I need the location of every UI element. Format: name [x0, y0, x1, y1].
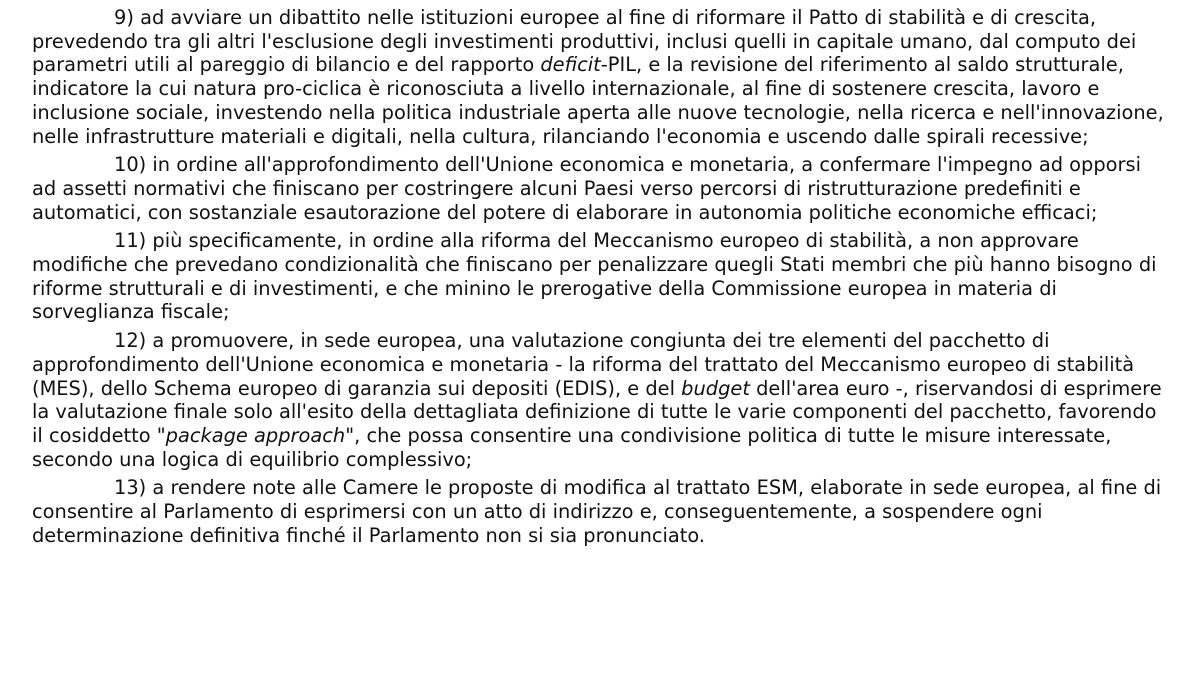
text-segment: 11) più specificamente, in ordine alla riforma del Meccanismo europeo di stabilità, a non approvare modifiche che prevedano condizionalità che finiscano per penalizzare quegli Stati membri che più hanno bisogno di riforme strutturali e di investimenti, e che minino le prerogative della Commissione europea in materia di sorveglianza fiscale;: [32, 229, 1157, 324]
italic-term-budget: budget: [681, 376, 750, 400]
text-segment: 10) in ordine all'approfondimento dell'Unione economica e monetaria, a confermare l'impegno ad opporsi ad assetti normativi che finiscano per costringere alcuni Paesi verso percorsi di ristrutturazione predefiniti e automatici, con sostanziale esautorazione del potere di elaborare in autonomia politiche economiche efficaci;: [32, 153, 1141, 224]
paragraph-10: [32, 153, 1170, 224]
paragraph-12: [32, 329, 1170, 471]
text-segment: 9) ad avviare un dibattito nelle istituzioni europee al fine di riformare il Patto di stabilità e di crescita, prevedendo tra gli altri l'esclusione degli investimenti produttivi, inclusi quelli in capitale umano, dal computo dei parametri utili al pareggio di bilancio e del rapporto: [32, 6, 1137, 77]
paragraph-13: [32, 476, 1170, 547]
text-segment: 12) a promuovere, in sede europea, una valutazione congiunta dei tre elementi del pacchetto di approfondimento dell'Unione economica e monetaria - la riforma del trattato del Meccanismo europeo di stabilità (MES), dello Schema europeo di garanzia sui depositi (EDIS), e del: [32, 329, 1135, 400]
text-segment: dell'area euro -, riservandosi di esprimere la valutazione finale solo all'esito della dettagliata definizione di tutte le varie componenti del pacchetto, favorendo il cosiddetto ": [32, 376, 1162, 447]
text-segment: 13) a rendere note alle Camere le proposte di modifica al trattato ESM, elaborate in sede europea, al fine di consentire al Parlamento di esprimersi con un atto di indirizzo e, conseguentemente, a sospendere ogni determinazione definitiva finché il Parlamento non si sia pronunciato.: [32, 476, 1162, 547]
paragraph-11: [32, 229, 1170, 324]
text-segment: ", che possa consentire una condivisione politica di tutte le misure interessate, secondo una logica di equilibrio complessivo;: [32, 423, 1112, 471]
italic-term-package-approach: package approach: [165, 423, 346, 447]
paragraph-9: [32, 6, 1170, 148]
italic-term-deficit: deficit: [540, 53, 601, 77]
text-segment: -PIL, e la revisione del riferimento al saldo strutturale, indicatore la cui natura pro-ciclica è riconosciuta a livello internazionale, al fine di sostenere crescita, lavoro e inclusione sociale, investendo nella politica industriale aperta alle nuove tecnologie, nella ricerca e nell'innovazione, nelle infrastrutture materiali e digitali, nella cultura, rilanciando l'economia e uscendo dalle spirali recessive;: [32, 53, 1164, 148]
